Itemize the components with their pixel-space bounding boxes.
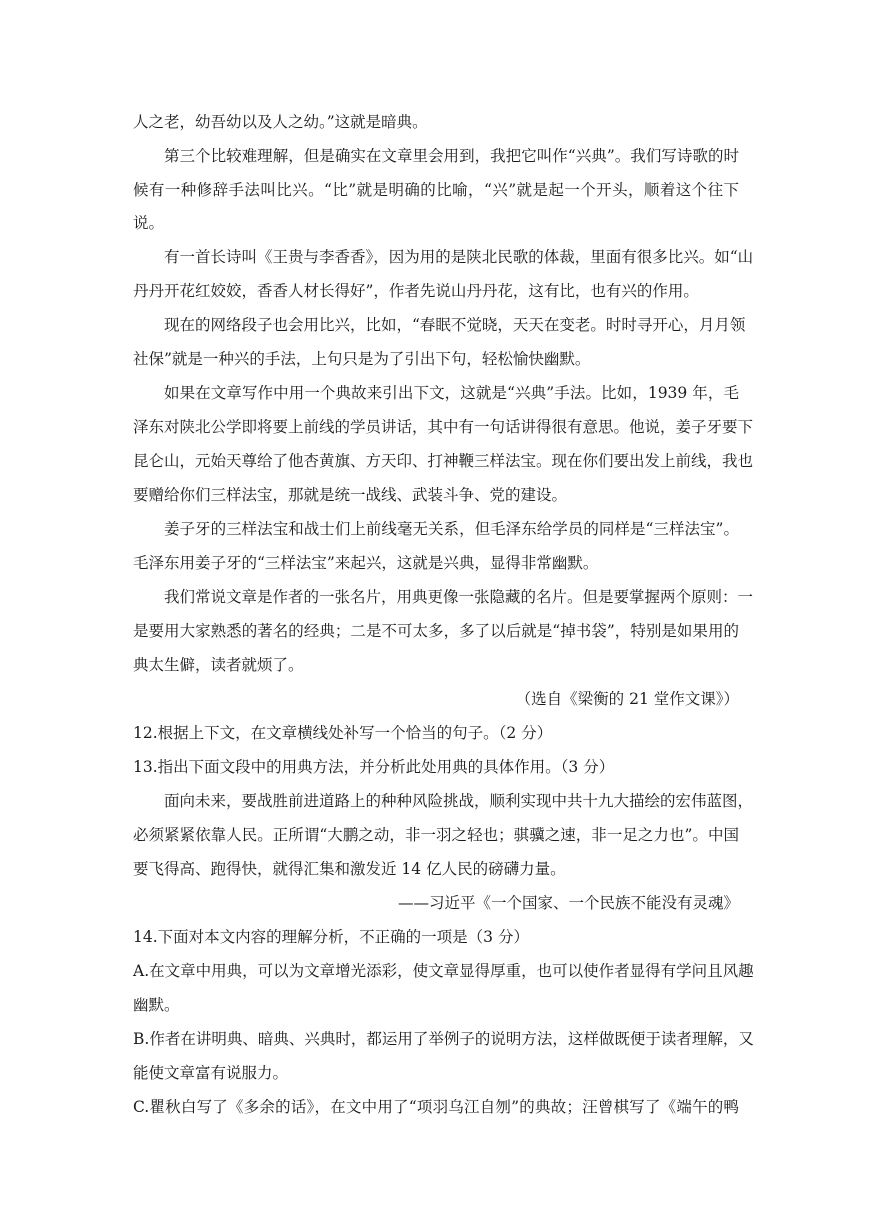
paragraph-line: 姜子牙的三样法宝和战士们上前线毫无关系，但毛泽东给学员的同样是“三样法宝”。 [164,520,739,538]
paragraph-line: 如果在文章写作中用一个典故来引出下文，这就是“兴典”手法。比如，1939 年，毛 [164,384,739,402]
text-line: 要飞得高、跑得快，就得汇集和激发近 14 亿人民的磅礴力量。 [133,860,566,878]
option-b-cont: 能使文章富有说服力。 [133,1064,289,1082]
text-line: 说。 [133,214,165,232]
text-line: 典太生僻，读者就烦了。 [133,656,304,674]
paragraph-line: 第三个比较难理解，但是确实在文章里会用到，我把它叫作“兴典”。我们写诗歌的时 [164,147,739,165]
text-line: 昆仑山，元始天尊给了他杏黄旗、方天印、打神鞭三样法宝。现在你们要出发上前线，我也 [133,452,754,470]
text-line: 社保”就是一种兴的手法，上句只是为了引出下句，轻松愉快幽默。 [133,350,591,368]
text-line: 人之老，幼吾幼以及人之幼。”这就是暗典。 [133,113,428,131]
paragraph-line: 我们常说文章是作者的一张名片，用典更像一张隐藏的名片。但是要掌握两个原则：一 [164,588,754,606]
option-a-cont: 幽默。 [133,996,180,1014]
source-citation: （选自《梁衡的 21 堂作文课》） [515,690,739,708]
option-c: C.瞿秋白写了《多余的话》，在文中用了“项羽乌江自刎”的典故；汪曾棋写了《端午的鸭 [133,1098,739,1116]
question-12: 12.根据上下文，在文章横线处补写一个恰当的句子。（2 分） [133,724,553,742]
quote-attribution: ——习近平《一个国家、一个民族不能没有灵魂》 [397,894,739,912]
question-13: 13.指出下面文段中的用典方法，并分析此处用典的具体作用。（3 分） [133,758,615,776]
text-line: 候有一种修辞手法叫比兴。“比”就是明确的比喻，“兴”就是起一个开头，顺着这个往下 [133,181,739,199]
text-line: 丹丹开花红姣姣，香香人材长得好”，作者先说山丹丹花，这有比，也有兴的作用。 [133,282,699,300]
question-14: 14.下面对本文内容的理解分析，不正确的一项是（3 分） [133,928,529,946]
paragraph-line: 面向未来，要战胜前进道路上的种种风险挑战，顺利实现中共十九大描绘的宏伟蓝图， [164,792,754,810]
paragraph-line: 有一首长诗叫《王贵与李香香》，因为用的是陕北民歌的体裁，里面有很多比兴。如“山 [164,248,754,266]
text-line: 是要用大家熟悉的著名的经典；二是不可太多，多了以后就是“掉书袋”，特别是如果用的 [133,622,739,640]
option-b: B.作者在讲明典、暗典、兴典时，都运用了举例子的说明方法，这样做既便于读者理解，又 [133,1030,754,1048]
text-line: 必须紧紧依靠人民。正所谓“大鹏之动，非一羽之轻也；骐骥之速，非一足之力也”。中国 [133,826,739,844]
text-line: 泽东对陕北公学即将要上前线的学员讲话，其中有一句话讲得很有意思。他说，姜子牙要下 [133,418,754,436]
paragraph-line: 现在的网络段子也会用比兴，比如，“春眠不觉晓，天天在变老。时时寻开心，月月领 [164,316,746,334]
text-line: 毛泽东用姜子牙的“三样法宝”来起兴，这就是兴典，显得非常幽默。 [133,554,599,572]
text-line: 要赠给你们三样法宝，那就是统一战线、武装斗争、党的建设。 [133,486,568,504]
option-a: A.在文章中用典，可以为文章增光添彩，使文章显得厚重，也可以使作者显得有学问且风趣 [133,962,754,980]
